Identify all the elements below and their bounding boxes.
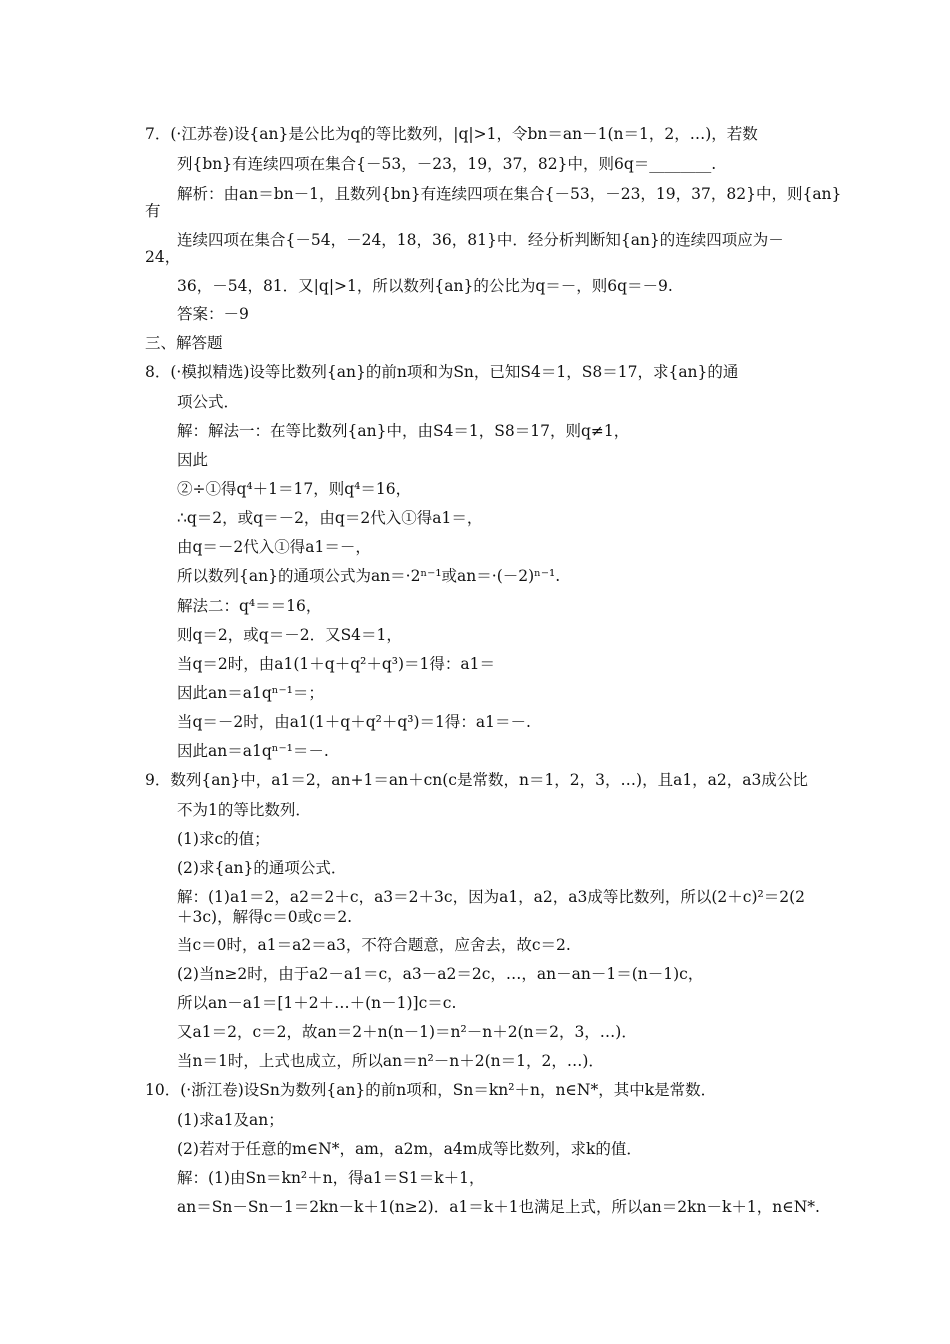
problem-10-line-1: 10．(·浙江卷)设Sn为数列{an}的前n项和，Sn＝kn²＋n，n∈N*，其中k是常数． <box>145 1081 717 1099</box>
solution-8-line-2: 因此 <box>177 451 209 469</box>
solution-8-line-5: 由q＝－2代入①得a1＝－， <box>177 538 371 556</box>
solution-9-line-4: 所以an－a1＝[1＋2＋…＋(n－1)]c＝c. <box>177 994 457 1012</box>
solution-9-line-6: 当n＝1时，上式也成立，所以an＝n²－n＋2(n＝1，2，…)． <box>177 1052 604 1070</box>
solution-9-line-1-wrap: ＋3c)，解得c＝0或c＝2. <box>177 908 353 926</box>
solution-7-line-1-wrap: 有 <box>145 202 161 220</box>
problem-9-part-2: (2)求{an}的通项公式． <box>177 859 347 877</box>
solution-7-line-3: 36，－54，81．又|q|>1，所以数列{an}的公比为q＝－，则6q＝－9. <box>177 277 673 295</box>
problem-7-line-1: 7．(·江苏卷)设{an}是公比为q的等比数列，|q|>1，令bn＝an－1(n＝1，2，…)，若数 <box>145 125 758 143</box>
solution-8-line-12: 因此an＝a1qⁿ⁻¹＝－. <box>177 742 329 760</box>
problem-8-line-2: 项公式． <box>177 393 240 411</box>
solution-8-line-1: 解：解法一：在等比数列{an}中，由S4＝1，S8＝17，则q≠1， <box>177 422 630 440</box>
solution-8-line-9: 当q＝2时，由a1(1＋q＋q²＋q³)＝1得：a1＝ <box>177 655 496 673</box>
solution-9-line-3: (2)当n≥2时，由于a2－a1＝c，a3－a2＝2c，…，an－an－1＝(n－1)c， <box>177 965 704 983</box>
solution-9-line-5: 又a1＝2，c＝2，故an＝2＋n(n－1)＝n²－n＋2(n＝2，3，…)． <box>177 1023 637 1041</box>
solution-7-line-2-wrap: 24， <box>145 248 181 266</box>
solution-10-line-2: an＝Sn－Sn－1＝2kn－k＋1(n≥2)．a1＝k＋1也满足上式，所以an＝2kn－k＋1，n∈N*. <box>177 1198 820 1216</box>
solution-8-line-6: 所以数列{an}的通项公式为an＝·2ⁿ⁻¹或an＝·(－2)ⁿ⁻¹. <box>177 567 561 585</box>
solution-10-line-1: 解：(1)由Sn＝kn²＋n，得a1＝S1＝k＋1， <box>177 1169 485 1187</box>
section-heading: 三、解答题 <box>145 334 223 352</box>
solution-9-line-1: 解：(1)a1＝2，a2＝2＋c，a3＝2＋3c，因为a1，a2，a3成等比数列，所以(2＋c)²＝2(2 <box>177 888 806 906</box>
answer-7: 答案：－9 <box>177 305 249 323</box>
problem-9-part-1: (1)求c的值； <box>177 830 270 848</box>
solution-8-line-4: ∴q＝2，或q＝－2，由q＝2代入①得a1＝， <box>177 509 483 527</box>
solution-8-line-7: 解法二：q⁴＝＝16， <box>177 597 322 615</box>
solution-9-line-2: 当c＝0时，a1＝a2＝a3，不符合题意，应舍去，故c＝2. <box>177 936 571 954</box>
solution-8-line-11: 当q＝－2时，由a1(1＋q＋q²＋q³)＝1得：a1＝－. <box>177 713 531 731</box>
problem-10-part-2: (2)若对于任意的m∈N*，am，a2m，a4m成等比数列，求k的值． <box>177 1140 642 1158</box>
solution-8-line-8: 则q＝2，或q＝－2．又S4＝1， <box>177 626 402 644</box>
solution-7-line-1: 解析：由an＝bn－1，且数列{bn}有连续四项在集合{－53，－23，19，37，82}中，则{an} <box>177 185 842 203</box>
problem-10-part-1: (1)求a1及an； <box>177 1111 284 1129</box>
problem-9-line-2: 不为1的等比数列． <box>177 801 311 819</box>
solution-7-line-2: 连续四项在集合{－54，－24，18，36，81}中．经分析判断知{an}的连续四项应为－ <box>177 231 784 249</box>
problem-9-line-1: 9．数列{an}中，a1＝2，an+1＝an＋cn(c是常数，n＝1，2，3，…)，且a1，a2，a3成公比 <box>145 771 808 789</box>
problem-7-line-2: 列{bn}有连续四项在集合{－53，－23，19，37，82}中，则6q＝________. <box>177 155 717 173</box>
solution-8-line-10: 因此an＝a1qⁿ⁻¹＝； <box>177 684 324 702</box>
problem-8-line-1: 8．(·模拟精选)设等比数列{an}的前n项和为Sn，已知S4＝1，S8＝17，求{an}的通 <box>145 363 739 381</box>
solution-8-line-3: ②÷①得q⁴＋1＝17，则q⁴＝16， <box>177 480 412 498</box>
